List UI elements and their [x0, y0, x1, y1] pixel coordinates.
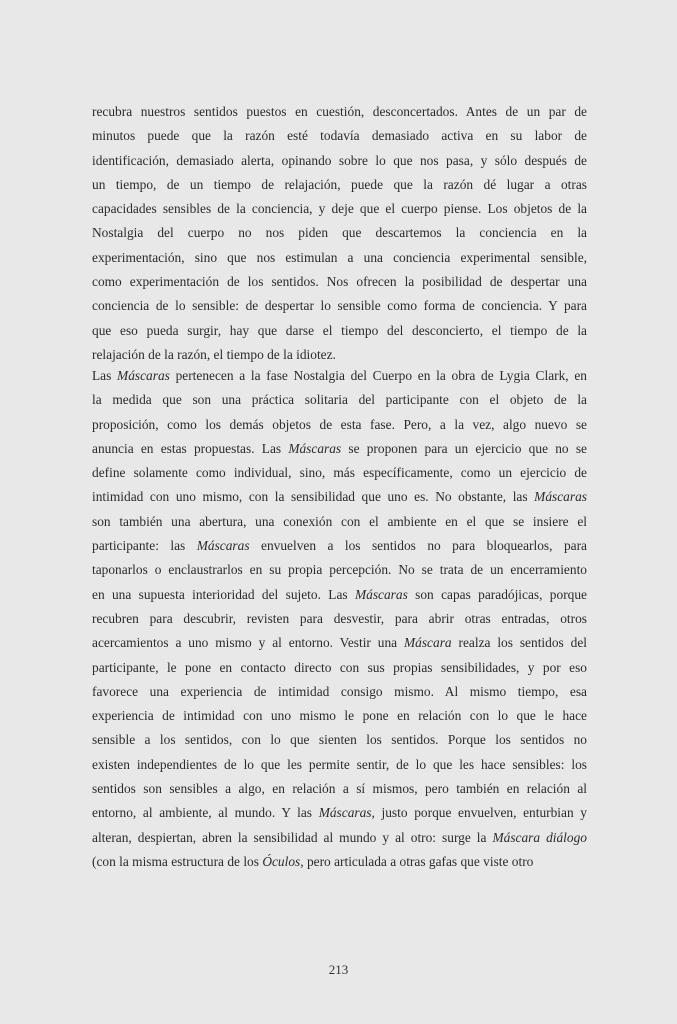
text-line — [92, 607, 587, 631]
text-segment: sentidos son sensibles a algo, en relación a sí mismos, pero también en relación al — [92, 781, 587, 797]
text-line — [92, 801, 587, 825]
text-line — [92, 173, 587, 197]
text-segment: pertenecen a la fase Nostalgia del Cuerpo en la obra de Lygia Clark, en — [169, 368, 587, 383]
text-line — [92, 364, 587, 388]
text-line — [92, 583, 587, 607]
text-line — [92, 656, 587, 680]
text-segment: un tiempo, de un tiempo de relajación, puede que la razón dé lugar a otras — [92, 176, 587, 192]
text-segment: favorece una experiencia de intimidad consigo mismo. Al mismo tiempo, esa — [92, 683, 587, 699]
text-segment: sensible a los sentidos, con lo que sienten los sentidos. Porque los sentidos no — [92, 732, 587, 748]
text-line — [92, 100, 587, 124]
text-line — [92, 728, 587, 752]
text-segment: existen independientes de lo que les permite sentir, de lo que les hace sensibles: los — [92, 756, 587, 772]
paragraph — [92, 100, 587, 367]
text-line — [92, 461, 587, 485]
text-segment: conciencia de lo sensible: de despertar lo sensible como forma de conciencia. Y para — [92, 298, 587, 314]
text-line — [92, 534, 587, 558]
text-segment: experiencia de intimidad con uno mismo le pone en relación con lo que le hace — [92, 708, 587, 724]
text-segment: realza los sentidos del — [451, 635, 587, 651]
text-line — [92, 437, 587, 461]
text-line — [92, 149, 587, 173]
text-line — [92, 294, 587, 318]
text-line — [92, 270, 587, 294]
text-line — [92, 850, 587, 874]
italic-title: Máscaras — [117, 368, 170, 383]
text-segment: anuncia en estas propuestas. Las — [92, 440, 289, 456]
text-segment: relajación de la razón, el tiempo de la idiotez. — [92, 346, 336, 362]
text-segment: capacidades sensibles de la conciencia, y deje que el cuerpo piense. Los objetos de la — [92, 201, 587, 217]
italic-title: Máscaras — [354, 586, 408, 602]
text-line — [92, 124, 587, 148]
italic-title: Óculos — [262, 853, 301, 869]
text-line — [92, 680, 587, 704]
text-segment: alteran, despiertan, abren la sensibilidad al mundo y al otro: surge la — [92, 829, 493, 845]
text-segment: se proponen para un ejercicio que no se — [341, 440, 587, 456]
text-segment: participante, le pone en contacto directo con sus propias sensibilidades, y por eso — [92, 659, 587, 675]
text-line — [92, 631, 587, 655]
text-segment: proposición, como los demás objetos de esta fase. Pero, a la vez, algo nuevo se — [92, 416, 587, 432]
text-segment: , justo porque envuelven, enturbian y — [371, 805, 587, 821]
text-line — [92, 319, 587, 343]
text-segment: la medida que son una práctica solitaria del participante con el objeto de la — [92, 392, 587, 408]
text-line — [92, 510, 587, 534]
text-segment: Nostalgia del cuerpo no nos piden que descartemos la conciencia en la — [92, 225, 587, 241]
text-segment: (con la misma estructura de los — [92, 853, 263, 869]
text-segment: minutos puede que la razón esté todavía demasiado activa en su labor de — [92, 128, 587, 144]
text-line — [92, 413, 587, 437]
text-segment: recubren para descubrir, revisten para desvestir, para abrir otras entradas, otros — [92, 610, 587, 626]
text-segment: intimidad con uno mismo, con la sensibilidad que uno es. No obstante, las — [92, 489, 535, 505]
text-segment: Las — [92, 368, 118, 383]
text-segment: envuelven a los sentidos no para bloquearlos, para — [249, 538, 587, 554]
text-line — [92, 753, 587, 777]
italic-title: Máscaras — [196, 538, 250, 554]
text-segment: participante: las — [92, 538, 197, 554]
text-segment: experimentación, sino que nos estimulan a una conciencia experimental sensible, — [92, 249, 587, 265]
text-line — [92, 388, 587, 412]
text-line — [92, 485, 587, 509]
text-line — [92, 246, 587, 270]
text-line — [92, 221, 587, 245]
text-line — [92, 558, 587, 582]
text-segment: , pero articulada a otras gafas que viste otro — [300, 853, 534, 869]
text-segment: identificación, demasiado alerta, opinando sobre lo que nos pasa, y sólo después de — [92, 152, 587, 168]
text-segment: recubra nuestros sentidos puestos en cuestión, desconcertados. Antes de un par de — [92, 104, 587, 119]
text-segment: entorno, al ambiente, al mundo. Y las — [92, 805, 319, 821]
text-line — [92, 777, 587, 801]
paragraph — [92, 364, 587, 874]
text-segment: en una supuesta interioridad del sujeto. Las — [92, 586, 355, 602]
text-segment: taponarlos o enclaustrarlos en su propia percepción. No se trata de un encerramiento — [92, 562, 587, 578]
text-segment: acercamientos a uno mismo y al entorno. Vestir una — [92, 635, 404, 651]
text-line — [92, 704, 587, 728]
italic-title: Máscaras — [318, 805, 372, 821]
text-line — [92, 197, 587, 221]
italic-title: Máscaras — [288, 440, 342, 456]
italic-title: Máscara — [404, 635, 452, 651]
page-number: 213 — [328, 962, 349, 977]
text-segment: como experimentación de los sentidos. Nos ofrecen la posibilidad de despertar una — [92, 274, 587, 290]
italic-title: Máscaras — [534, 489, 587, 505]
text-segment: son también una abertura, una conexión con el ambiente en el que se insiere el — [92, 513, 587, 529]
text-segment: que eso pueda surgir, hay que darse el tiempo del desconcierto, el tiempo de la — [92, 322, 587, 338]
text-line — [92, 826, 587, 850]
text-segment: define solamente como individual, sino, más específicamente, como un ejercicio de — [92, 465, 587, 481]
text-segment: son capas paradójicas, porque — [407, 586, 587, 602]
italic-title: Máscara diálogo — [492, 829, 587, 845]
